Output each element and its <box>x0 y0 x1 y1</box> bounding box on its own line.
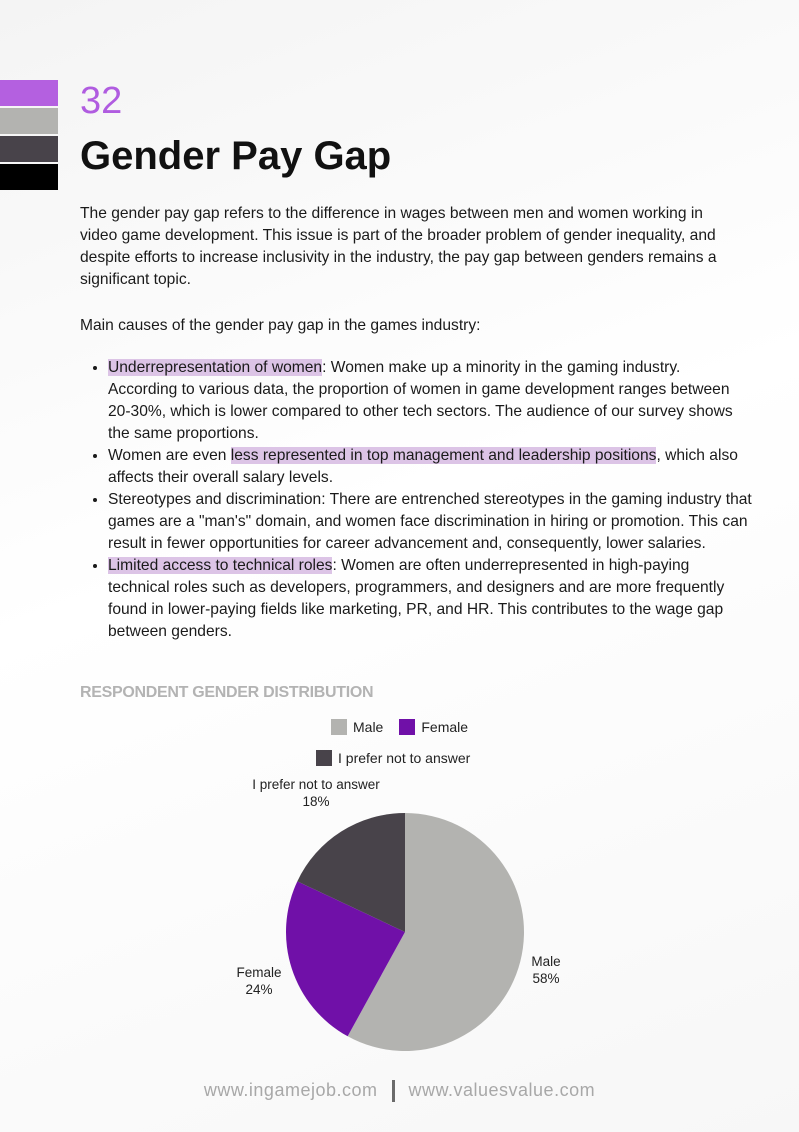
item-text: , which also affects their overall salary levels. <box>108 447 738 486</box>
highlighted-text: Limited access to technical roles <box>108 557 333 574</box>
chart-title: RESPONDENT GENDER DISTRIBUTION <box>80 684 374 701</box>
footer-separator <box>392 1080 395 1102</box>
legend-label-female: Female <box>421 719 469 735</box>
footer-link-valuesvalue[interactable]: www.valuesvalue.com <box>408 1080 596 1100</box>
footer <box>0 1080 799 1102</box>
legend-label-no-answer: I prefer not to answer <box>338 750 471 766</box>
footer-link-ingamejob[interactable]: www.ingamejob.com <box>203 1080 378 1100</box>
slice-value-no-answer: 18% <box>302 794 330 809</box>
item-text: : Women are often underrepresented in high-paying technical roles such as developers, programmers, and designers and are more frequently found in lower-paying fields like marketing, PR, and HR. This contributes to the wage gap between genders. <box>108 557 725 640</box>
page-number: 32 <box>80 80 123 122</box>
highlighted-text: less represented in top management and leadership positions <box>230 447 657 464</box>
page-title: Gender Pay Gap <box>80 134 392 178</box>
intro-paragraph: The gender pay gap refers to the difference in wages between men and women working in video game development. This issue is part of the broader problem of gender inequality, and despite efforts to increase inclusivity in the industry, the pay gap between genders remains a significant topic. <box>80 205 717 288</box>
slice-label-male: Male <box>531 954 561 969</box>
slice-label-no-answer: I prefer not to answer <box>252 777 380 792</box>
highlighted-text: Underrepresentation of women <box>108 359 323 376</box>
item-text: Stereotypes and discrimination: There are entrenched stereotypes in the gaming industry that games are a "man's" domain, and women face discrimination in hiring or promotion. This can result in fewer opportunities for career advancement and, consequently, lower salaries. <box>108 491 752 552</box>
item-text: : Women make up a minority in the gaming industry. According to various data, the proportion of women in game development ranges between 20-30%, which is lower compared to other tech sectors. The audience of our survey shows the same proportions. <box>108 359 733 442</box>
slice-value-male: 58% <box>532 971 560 986</box>
causes-heading: Main causes of the gender pay gap in the games industry: <box>80 317 481 334</box>
slice-value-female: 24% <box>245 982 273 997</box>
slice-label-female: Female <box>236 965 282 980</box>
legend-label-male: Male <box>353 719 384 735</box>
item-text: Women are even <box>108 447 231 464</box>
